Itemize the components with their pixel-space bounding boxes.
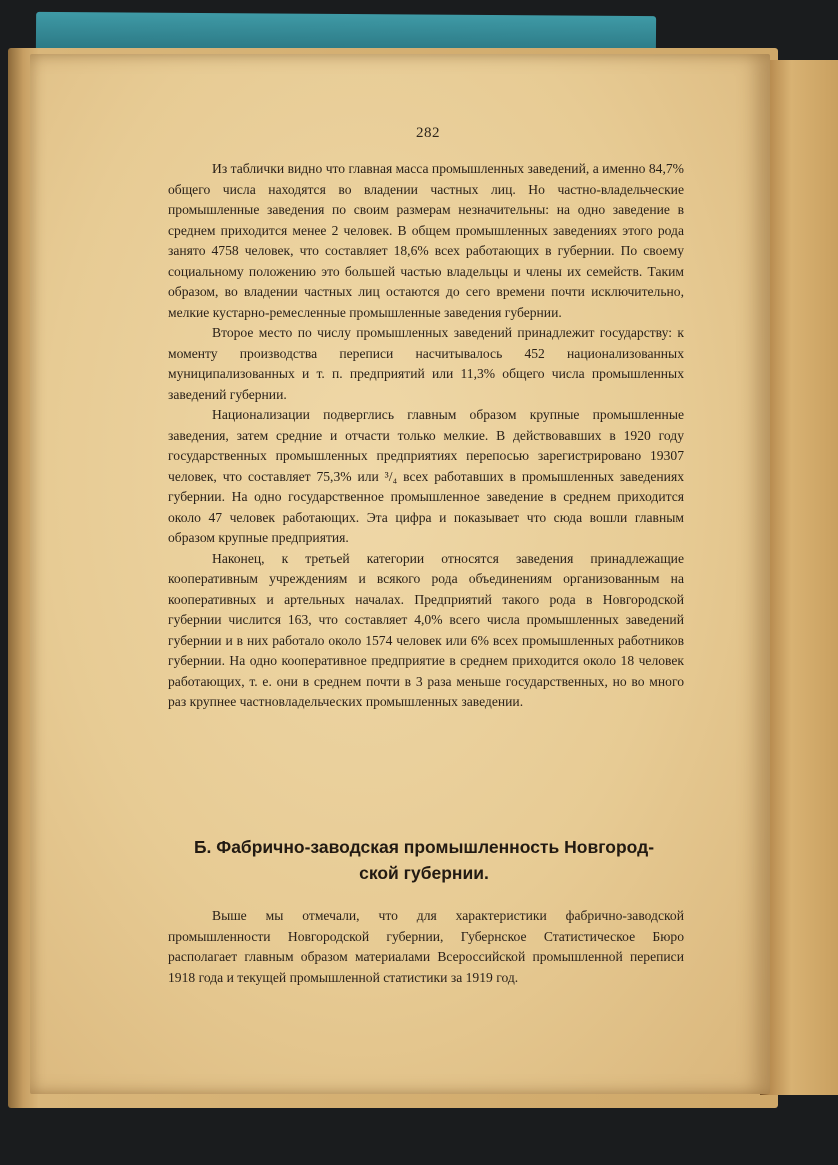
book-gutter <box>760 60 838 1095</box>
paragraph-3: Национализации подверглись главным образом крупные промышленные заведения, затем средние и отчасти только мелкие. В действовавших в 1920 году государственных промышленных предприятиях перепосью зарегистрировано 19307 человек, что составляет 75,3% или ³/₄ всех работавших в промышленных заведениях губернии. На одно государственное промышленное заведение в среднем приходится около 47 человек работающих. Эта цифра и показывает что сюда вошли главным образом крупные предприятия. <box>168 407 684 545</box>
paragraph-1: Из таблички видно что главная масса промышленных заведений, а именно 84,7% общего числа находятся во владении частных лиц. Но частно-владельческие промышленные заведения по своим размерам незначительны: на одно заведение в среднем приходится менее 2 человек. В общем промышленных заведениях этого рода занято 4758 человек, что составляет 18,6% всех работающих в губернии. По своему социальному положению это большей частью владельцы и члены их семейств. Таким образом, во владении частных лиц остаются до сего времени почти исключительно, мелкие кустарно-ремесленные промышленные заведения губернии. <box>168 161 684 320</box>
section-paragraph: Выше мы отмечали, что для характеристики фабрично-заводской промышленности Новгородской губернии, Губернское Статистическое Бюро располагает главным образом материалами Всероссийской промышленной переписи 1918 года и текущей промышленной статистики за 1919 год. <box>168 908 684 985</box>
page-number: 282 <box>416 125 440 141</box>
section-heading-line-1: Б. Фабрично-заводская промышленность Новгород- <box>193 837 655 857</box>
section-text <box>168 906 684 988</box>
paragraph-2: Второе место по числу промышленных заведений принадлежит государству: к моменту производства переписи насчитывалось 452 национализованных муниципализованных и т. п. предприятий или 11,3% общего числа промышленных заведений губернии. <box>168 325 684 402</box>
section-heading <box>150 834 698 886</box>
main-text <box>168 159 684 713</box>
section-heading-line-2: ской губернии. <box>359 863 489 883</box>
paragraph-4: Наконец, к третьей категории относятся заведения принадлежащие кооперативным учреждениям и всякого рода объединениям организованным на кооперативных и артельных началах. Предприятий такого рода в Новгородской губернии числится 163, что составляет 4,0% всего числа промышленных заведений губернии и в них работало около 1574 человек или 6% всех промышленных работников губернии. На одно кооперативное предприятие в среднем приходится около 18 человек работающих, т. е. они в среднем почти в 3 раза меньше государственных, но во много раз крупнее частновладельческих промышленных заведении. <box>168 550 684 709</box>
